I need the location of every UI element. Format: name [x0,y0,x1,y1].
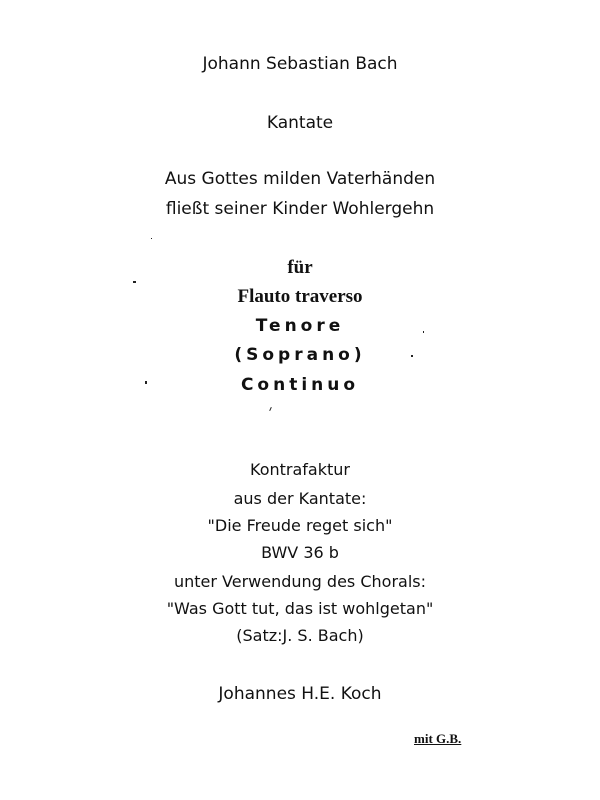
scan-speck [133,281,136,283]
scan-speck [151,238,152,239]
source-bwv-number: BWV 36 b [261,543,339,562]
source-kontrafaktur: Kontrafaktur [250,460,350,479]
instrument-soprano: (Soprano) [234,345,366,365]
work-title-line-1: Aus Gottes milden Vaterhänden [164,169,436,189]
genre-label: Kantate [266,113,334,133]
source-aus-der-kantate: aus der Kantate: [233,489,367,508]
publisher-note: mit G.B. [414,731,462,746]
scan-speck [145,381,147,384]
scan-speck [269,407,272,411]
scan-speck [411,355,413,357]
source-original-title: "Die Freude reget sich" [207,516,393,535]
arranger-name: Johannes H.E. Koch [218,684,382,704]
instrument-flauto-traverso: Flauto traverso [237,286,363,307]
source-chorale-title: "Was Gott tut, das ist wohlgetan" [166,599,434,618]
instrument-continuo: Continuo [240,375,360,395]
scan-speck [423,331,424,333]
composer-name: Johann Sebastian Bach [202,54,398,74]
instrument-tenore: Tenore [255,316,345,336]
work-title-line-2: fließt seiner Kinder Wohlergehn [165,199,435,219]
source-chorale-usage: unter Verwendung des Chorals: [173,572,426,591]
source-setting-credit: (Satz:J. S. Bach) [236,626,364,645]
for-label: für [287,257,313,278]
